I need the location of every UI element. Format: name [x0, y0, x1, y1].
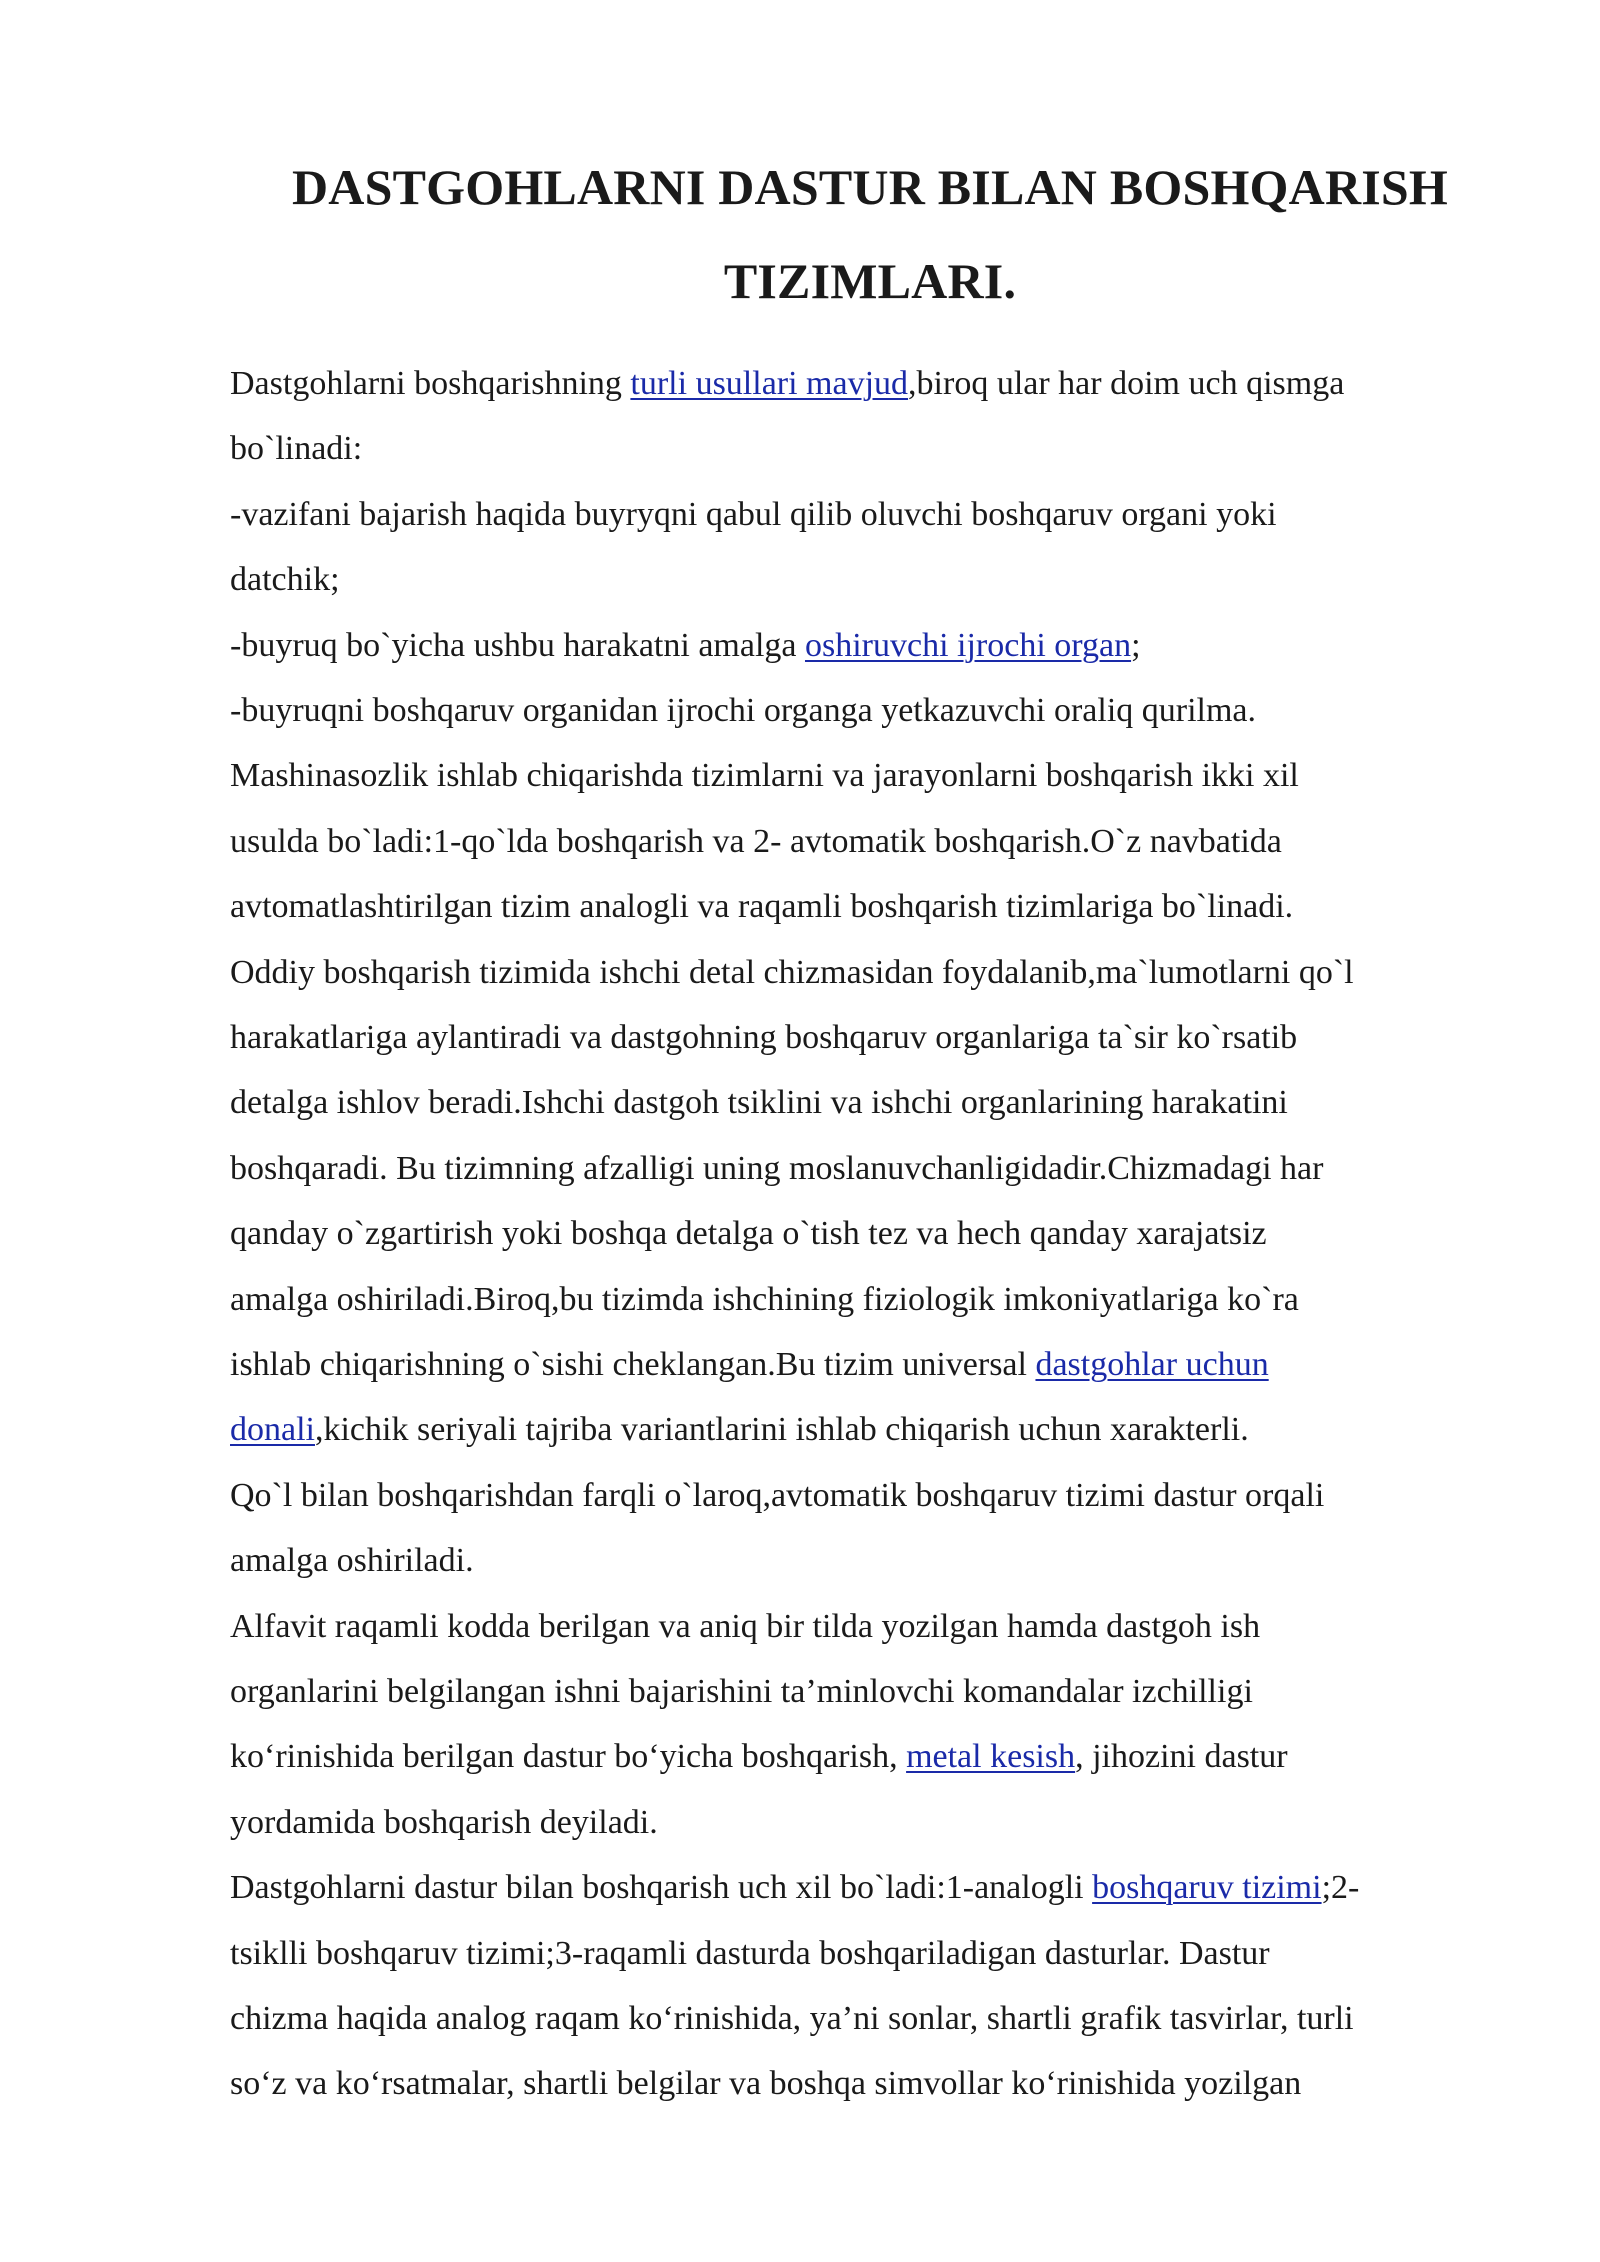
text-segment: harakatlariga aylantiradi va dastgohning boshqaruv organlariga ta`sir ko`rsatib — [230, 1019, 1298, 1056]
text-line — [230, 1018, 1297, 1058]
page-title-line-2: TIZIMLARI. — [723, 253, 1017, 309]
text-line — [230, 1280, 1299, 1320]
text-segment: -buyruqni boshqaruv organidan ijrochi organga yetkazuvchi oraliq qurilma. — [230, 692, 1257, 729]
text-line — [230, 1476, 1324, 1516]
text-segment: qanday o`zgartirish yoki boshqa detalga o`tish tez va hech qanday xarajatsiz — [230, 1215, 1267, 1253]
text-segment: amalga oshiriladi.Biroq,bu tizimda ishchining fiziologik imkoniyatlariga ko`ra — [230, 1280, 1299, 1318]
text-segment: ;2- — [1321, 1869, 1360, 1907]
text-segment: ,kichik seriyali tajriba variantlarini ishlab chiqarish uchun xarakterli. — [314, 1411, 1249, 1449]
text-segment: -buyruq bo`yicha ushbu harakatni amalga — [230, 626, 805, 664]
text-line — [230, 626, 1141, 666]
text-link[interactable]: donali — [230, 1411, 315, 1449]
text-line — [230, 953, 1354, 993]
text-line — [230, 560, 340, 600]
text-line — [230, 1083, 1288, 1123]
text-line — [230, 1803, 658, 1843]
text-link[interactable]: metal kesish — [906, 1738, 1076, 1776]
text-segment: ,biroq ular har doim uch qismga — [908, 365, 1345, 402]
text-line — [230, 1214, 1267, 1254]
text-line — [230, 1149, 1323, 1189]
text-line — [230, 1541, 474, 1581]
text-link[interactable]: boshqaruv tizimi — [1092, 1869, 1322, 1907]
text-link[interactable]: dastgohlar uchun — [1035, 1346, 1269, 1383]
text-segment: Mashinasozlik ishlab chiqarishda tizimlarni va jarayonlarni boshqarish ikki xil — [230, 757, 1299, 795]
text-segment: tsiklli boshqaruv tizimi;3-raqamli dasturda boshqariladigan dasturlar. Dastur — [230, 1934, 1270, 1972]
text-line — [230, 1607, 1260, 1647]
text-segment: Oddiy boshqarish tizimida ishchi detal chizmasidan foydalanib,ma`lumotlarni qo`l — [230, 953, 1354, 991]
text-segment: bo`linadi: — [230, 430, 363, 468]
text-segment: ishlab chiqarishning o`sishi cheklangan.Bu tizim universal — [230, 1346, 1036, 1383]
text-segment: organlarini belgilangan ishni bajarishini ta’minlovchi komandalar izchilligi — [230, 1673, 1253, 1710]
text-link[interactable]: turli usullari mavjud — [630, 365, 909, 402]
text-line — [230, 1410, 1249, 1450]
text-segment: avtomatlashtirilgan tizim analogli va raqamli boshqarish tizimlariga bo`linadi. — [230, 888, 1294, 926]
text-line — [230, 429, 362, 469]
text-segment: Qo`l bilan boshqarishdan farqli o`laroq,avtomatik boshqaruv tizimi dastur orqali — [230, 1476, 1325, 1514]
text-segment: yordamida boshqarish deyiladi. — [230, 1803, 658, 1841]
text-line — [230, 1737, 1288, 1777]
text-line — [230, 495, 1277, 535]
text-line — [230, 1345, 1269, 1385]
text-link[interactable]: oshiruvchi ijrochi organ — [804, 626, 1132, 664]
text-segment: boshqaradi. Bu tizimning afzalligi uning moslanuvchanligidadir.Chizmadagi har — [230, 1149, 1324, 1187]
text-line — [230, 364, 1344, 404]
text-segment: chizma haqida analog raqam ko‘rinishida, ya’ni sonlar, shartli grafik tasvirlar, turli — [230, 2000, 1354, 2037]
text-line — [230, 887, 1293, 927]
text-segment: Dastgohlarni boshqarishning — [230, 365, 631, 402]
text-line — [230, 1999, 1354, 2039]
text-segment: usulda bo`ladi:1-qo`lda boshqarish va 2- avtomatik boshqarish.O`z navbatida — [230, 822, 1282, 860]
text-segment: -vazifani bajarish haqida buyryqni qabul qilib oluvchi boshqaruv organi yoki — [230, 495, 1277, 533]
text-line — [230, 1868, 1359, 1908]
text-line — [230, 1934, 1270, 1974]
text-segment: datchik; — [230, 561, 340, 599]
page-title-line-1: DASTGOHLARNI DASTUR BILAN BOSHQARISH — [291, 159, 1449, 215]
text-segment: , jihozini dastur — [1075, 1738, 1288, 1776]
text-line — [230, 756, 1299, 796]
text-line — [230, 2064, 1301, 2104]
text-line — [230, 822, 1282, 862]
text-segment: Alfavit raqamli kodda berilgan va aniq bir tilda yozilgan hamda dastgoh ish — [230, 1607, 1261, 1645]
text-line — [230, 691, 1256, 731]
text-segment: Dastgohlarni dastur bilan boshqarish uch xil bo`ladi:1-analogli — [230, 1869, 1093, 1907]
text-line — [230, 1672, 1253, 1712]
text-segment: amalga oshiriladi. — [230, 1542, 474, 1580]
text-segment: ko‘rinishida berilgan dastur bo‘yicha boshqarish, — [230, 1738, 907, 1776]
text-segment: detalga ishlov beradi.Ishchi dastgoh tsiklini va ishchi organlarining harakatini — [230, 1084, 1288, 1122]
text-segment: so‘z va ko‘rsatmalar, shartli belgilar va boshqa simvollar ko‘rinishida yozilgan — [230, 2065, 1302, 2103]
text-segment: ; — [1131, 626, 1141, 664]
